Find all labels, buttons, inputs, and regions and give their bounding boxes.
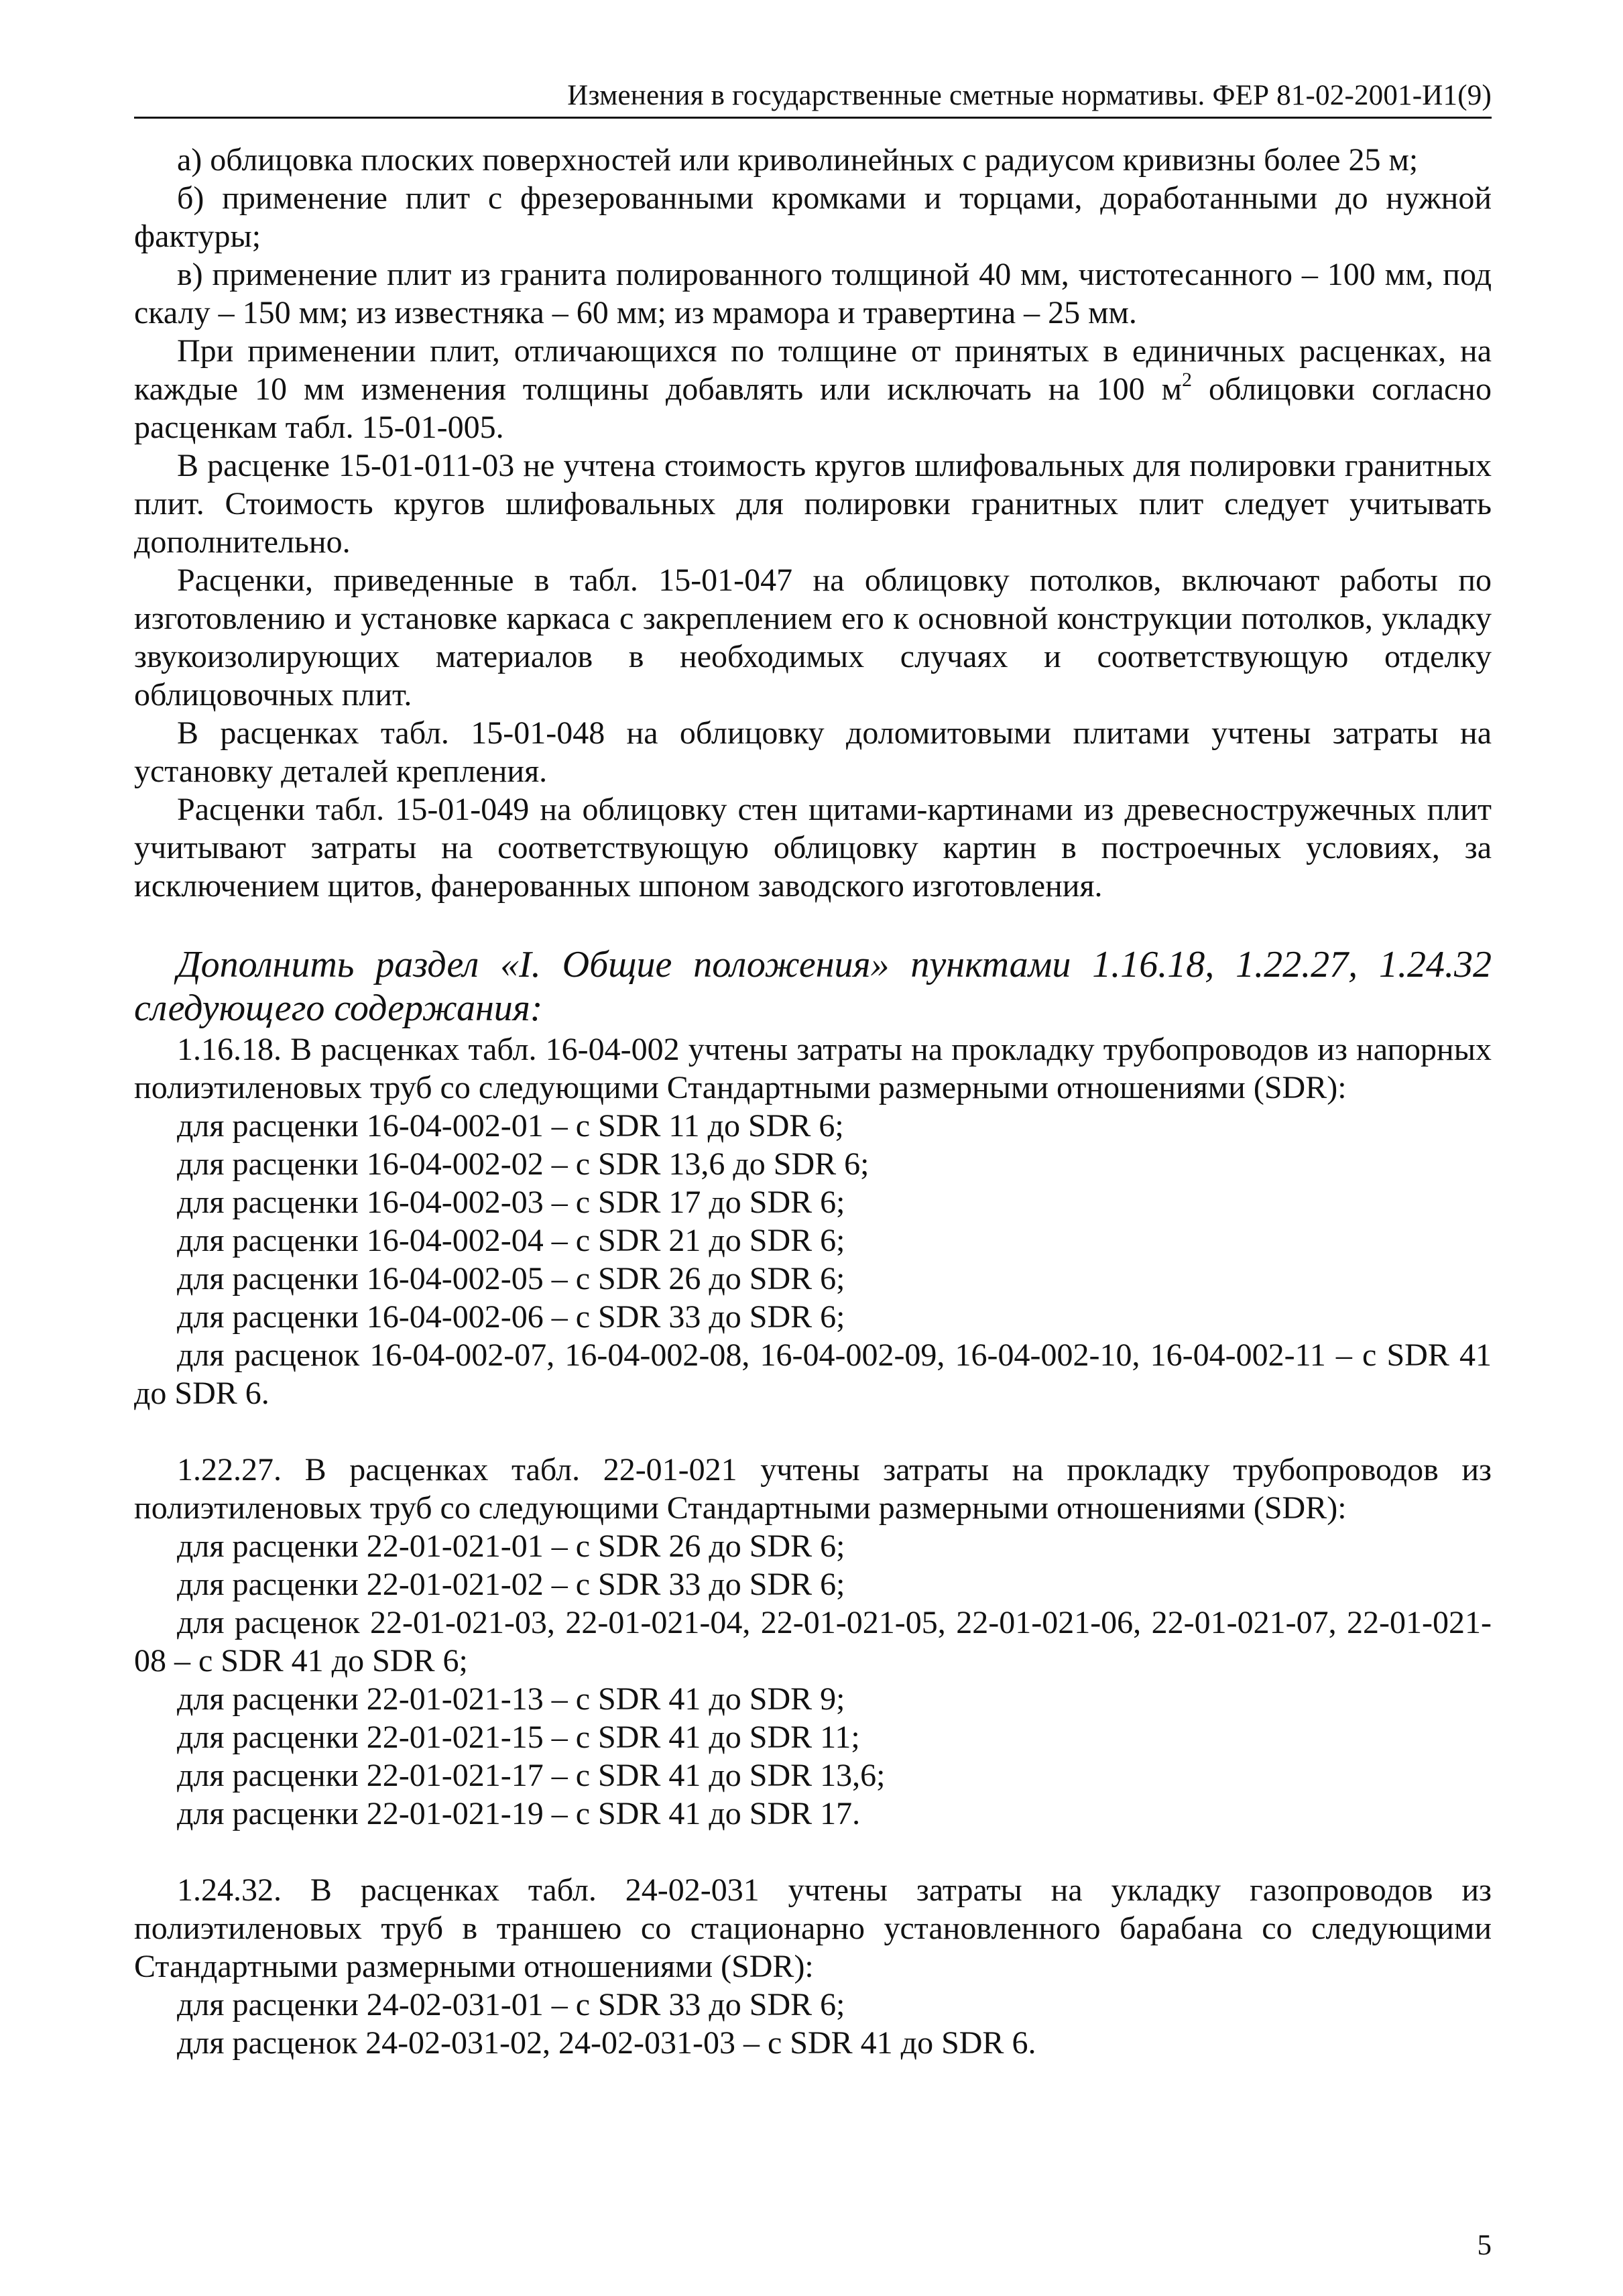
paragraph-15-01-011: В расценке 15-01-011-03 не учтена стоимость кругов шлифовальных для полировки гранитных плит. Стоимость кругов шлифовальных для полировки гранитных плит следует учитывать дополнительно. <box>134 448 1492 560</box>
section-1-16-18-intro: 1.16.18. В расценках табл. 16-04-002 учтены затраты на прокладку трубопроводов из напорных полиэтиленовых труб со следующими Стандартными размерными отношениями (SDR): <box>134 1032 1492 1105</box>
list-item: для расценки 22-01-021-01 – с SDR 26 до SDR 6; <box>177 1528 845 1564</box>
paragraph-15-01-049: Расценки табл. 15-01-049 на облицовку стен щитами-картинами из древесностружечных плит учитывают затраты на соответствующую облицовку картин в построечных условиях, за исключением щитов, фанерованных шпоном заводского изготовления. <box>134 792 1492 904</box>
list-item: для расценки 24-02-031-01 – с SDR 33 до SDR 6; <box>177 1987 845 2022</box>
superscript-2: 2 <box>1182 369 1193 391</box>
section-1-22-27-intro: 1.22.27. В расценках табл. 22-01-021 учтены затраты на прокладку трубопроводов из полиэтиленовых труб со следующими Стандартными размерными отношениями (SDR): <box>134 1452 1492 1526</box>
section-1-24-32-intro: 1.24.32. В расценках табл. 24-02-031 учтены затраты на укладку газопроводов из полиэтиленовых труб в траншею со стационарно установленного барабана со следующими Стандартными размерными отношениями (SDR): <box>134 1872 1492 1984</box>
paragraph-15-01-047: Расценки, приведенные в табл. 15-01-047 на облицовку потолков, включают работы по изготовлению и установке каркаса с закреплением его к основной конструкции потолков, укладку звукоизолирующих материалов в необходимых случаях и соответствующую отделку облицовочных плит. <box>134 562 1492 713</box>
list-item: для расценки 22-01-021-19 – с SDR 41 до SDR 17. <box>177 1796 861 1831</box>
spacer <box>134 1412 1492 1451</box>
document-body <box>134 141 1492 2062</box>
list-item: для расценки 16-04-002-05 – с SDR 26 до SDR 6; <box>177 1261 845 1296</box>
running-header: Изменения в государственные сметные нормативы. ФЕР 81-02-2001-И1(9) <box>134 75 1492 119</box>
list-item: для расценки 22-01-021-17 – с SDR 41 до SDR 13,6; <box>177 1758 886 1793</box>
list-item: для расценки 22-01-021-15 – с SDR 41 до SDR 11; <box>177 1719 860 1755</box>
paragraph-thickness-before: При применении плит, отличающихся по толщине от принятых в единичных расценках, на каждые 10 мм изменения толщины добавлять или исключать на 100 м <box>134 333 1492 407</box>
paragraph-b: б) применение плит с фрезерованными кромками и торцами, доработанными до нужной фактуры; <box>134 180 1492 254</box>
list-item: для расценки 16-04-002-03 – с SDR 17 до SDR 6; <box>177 1185 845 1220</box>
list-item: для расценки 22-01-021-13 – с SDR 41 до SDR 9; <box>177 1681 845 1717</box>
paragraph-c: в) применение плит из гранита полированного толщиной 40 мм, чистотесанного – 100 мм, под скалу – 150 мм; из известняка – 60 мм; из мрамора и травертина – 25 мм. <box>134 257 1492 330</box>
list-item: для расценок 16-04-002-07, 16-04-002-08, 16-04-002-09, 16-04-002-10, 16-04-002-11 – с SDR 41 до SDR 6. <box>134 1337 1492 1411</box>
spacer <box>134 1833 1492 1871</box>
section-heading: Дополнить раздел «I. Общие положения» пунктами 1.16.18, 1.22.27, 1.24.32 следующего содержания: <box>134 944 1492 1029</box>
paragraph-15-01-048: В расценках табл. 15-01-048 на облицовку доломитовыми плитами учтены затраты на установку деталей крепления. <box>134 715 1492 789</box>
list-item: для расценки 16-04-002-02 – с SDR 13,6 до SDR 6; <box>177 1146 869 1182</box>
paragraph-thickness <box>134 332 1492 446</box>
list-item: для расценки 16-04-002-06 – с SDR 33 до SDR 6; <box>177 1299 845 1335</box>
paragraph-a: а) облицовка плоских поверхностей или криволинейных с радиусом кривизны более 25 м; <box>177 142 1419 178</box>
list-item: для расценок 22-01-021-03, 22-01-021-04, 22-01-021-05, 22-01-021-06, 22-01-021-07, 22-01-021-08 – с SDR 41 до SDR 6; <box>134 1605 1492 1679</box>
list-item: для расценки 16-04-002-04 – с SDR 21 до SDR 6; <box>177 1223 845 1258</box>
list-item: для расценок 24-02-031-02, 24-02-031-03 – с SDR 41 до SDR 6. <box>177 2025 1036 2061</box>
list-item: для расценки 16-04-002-01 – с SDR 11 до SDR 6; <box>177 1108 844 1144</box>
list-item: для расценки 22-01-021-02 – с SDR 33 до SDR 6; <box>177 1567 845 1602</box>
paragraph-thickness-after: облицовки согласно расценкам табл. 15-01-005. <box>134 371 1492 445</box>
page-number: 5 <box>1477 2230 1492 2261</box>
